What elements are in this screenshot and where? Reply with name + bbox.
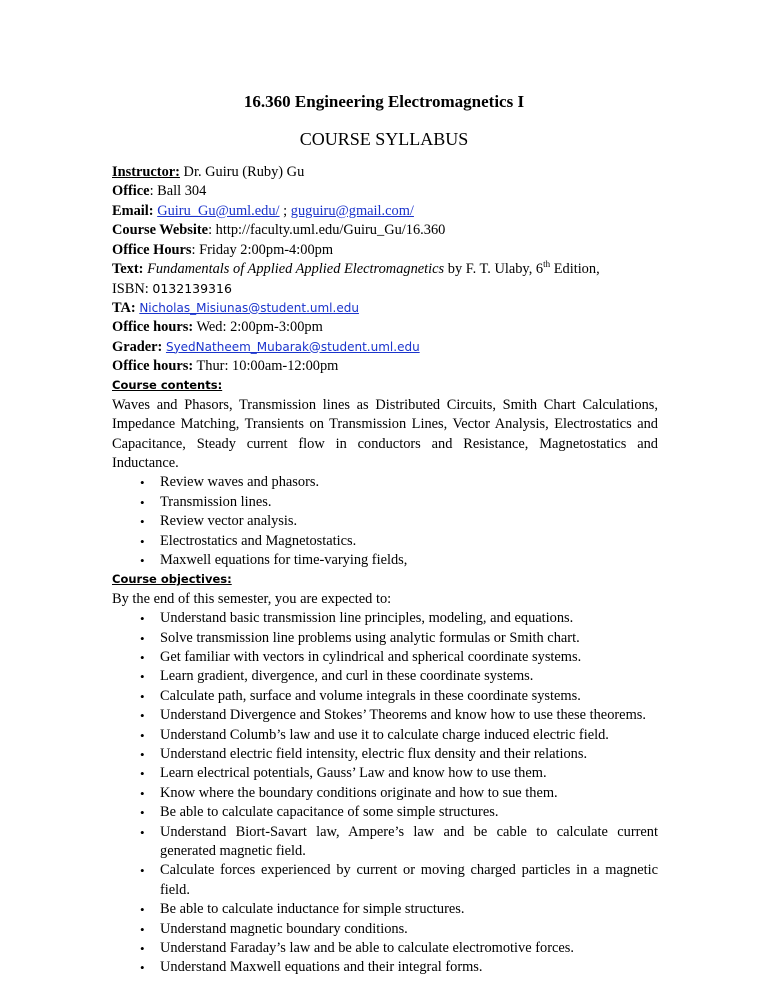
ta-hours-value: Wed: 2:00pm-3:00pm xyxy=(193,319,323,336)
list-item: • Be able to calculate inductance for simple structures. xyxy=(112,900,658,919)
list-item: • Review vector analysis. xyxy=(112,512,658,531)
list-item: • Maxwell equations for time-varying fields, xyxy=(112,551,658,570)
list-item: • Learn electrical potentials, Gauss’ Law and know how to use them. xyxy=(112,764,658,783)
syllabus-body xyxy=(112,163,658,978)
list-item: • Understand Biort-Savart law, Ampere’s law and be cable to calculate current generated magnetic field. xyxy=(112,823,658,862)
list-item: • Know where the boundary conditions originate and how to sue them. xyxy=(112,784,658,803)
grader-line xyxy=(112,338,658,357)
email-line xyxy=(112,202,658,221)
list-item: • Solve transmission line problems using analytic formulas or Smith chart. xyxy=(112,629,658,648)
grader-hours-line xyxy=(112,357,658,376)
list-item: • Electrostatics and Magnetostatics. xyxy=(112,532,658,551)
website-label: Course Website xyxy=(112,222,209,239)
list-item: • Understand Columb’s law and use it to calculate charge induced electric field. xyxy=(112,726,658,745)
list-item: • Understand basic transmission line principles, modeling, and equations. xyxy=(112,609,658,628)
list-item: • Calculate forces experienced by current or moving charged particles in a magnetic field. xyxy=(112,861,658,900)
course-objectives-list xyxy=(112,609,658,978)
isbn-value: 0132139316 xyxy=(152,281,232,297)
grader-hours-value: Thur: 10:00am-12:00pm xyxy=(193,357,339,374)
textbook-line xyxy=(112,260,658,279)
ta-label: TA: xyxy=(112,299,140,316)
ta-hours-label: Office hours: xyxy=(112,319,194,336)
list-item: • Review waves and phasors. xyxy=(112,473,658,492)
ta-line xyxy=(112,299,658,318)
office-line xyxy=(112,182,658,201)
course-contents-paragraph: Waves and Phasors, Transmission lines as Distributed Circuits, Smith Chart Calculations, Impedance Matching, Transients on Transmission Lines, Vector Analysis, Electrostatics and Capacitance, Steady current flow in conductors and Resistance, Magnetostatics and Inductance. xyxy=(112,396,658,471)
isbn-label: ISBN: xyxy=(112,281,153,298)
list-item: • Be able to calculate capacitance of some simple structures. xyxy=(112,803,658,822)
email-link-primary[interactable]: Guiru_Gu@uml.edu/ xyxy=(157,202,280,219)
grader-label: Grader: xyxy=(112,338,166,355)
office-value: : Ball 304 xyxy=(149,183,207,200)
course-contents-heading: Course contents: xyxy=(112,378,223,393)
grader-hours-label: Office hours: xyxy=(112,357,194,374)
list-item: • Understand electric field intensity, electric flux density and their relations. xyxy=(112,745,658,764)
email-link-secondary[interactable]: guguiru@gmail.com/ xyxy=(290,202,414,219)
document-title: 16.360 Engineering Electromagnetics I xyxy=(243,92,525,111)
list-item: • Get familiar with vectors in cylindrical and spherical coordinate systems. xyxy=(112,648,658,667)
textbook-edition-sup: th xyxy=(543,259,551,270)
instructor-value: Dr. Guiru (Ruby) Gu xyxy=(179,164,305,180)
grader-email-link[interactable]: SyedNatheem_Mubarak@student.uml.edu xyxy=(165,339,420,354)
office-hours-line xyxy=(112,241,658,260)
textbook-edition: Edition, xyxy=(550,260,600,277)
isbn-line xyxy=(112,279,658,298)
textbook-title: Fundamentals of Applied Applied Electromagnetics xyxy=(147,260,445,277)
email-separator: ; xyxy=(279,202,291,219)
office-hours-value: : Friday 2:00pm-4:00pm xyxy=(191,241,334,258)
document-subtitle: COURSE SYLLABUS xyxy=(299,129,469,149)
office-hours-label: Office Hours xyxy=(112,241,192,258)
list-item: • Learn gradient, divergence, and curl in these coordinate systems. xyxy=(112,667,658,686)
list-item: • Understand Faraday’s law and be able to calculate electromotive forces. xyxy=(112,939,658,958)
textbook-author: by F. T. Ulaby, 6 xyxy=(444,260,544,277)
ta-hours-line xyxy=(112,318,658,337)
instructor-label: Instructor: xyxy=(112,164,180,180)
course-objectives-intro: By the end of this semester, you are expected to: xyxy=(112,590,392,607)
list-item: • Transmission lines. xyxy=(112,493,658,512)
website-value: : http://faculty.uml.edu/Guiru_Gu/16.360 xyxy=(208,222,446,239)
website-line xyxy=(112,221,658,240)
textbook-label: Text: xyxy=(112,260,144,277)
course-objectives-heading: Course objectives: xyxy=(112,572,232,587)
list-item: • Understand Divergence and Stokes’ Theorems and know how to use these theorems. xyxy=(112,706,658,725)
course-contents-list xyxy=(112,473,658,570)
list-item: • Understand magnetic boundary conditions. xyxy=(112,920,658,939)
email-label: Email: xyxy=(112,202,154,219)
list-item: • Calculate path, surface and volume integrals in these coordinate systems. xyxy=(112,687,658,706)
office-label: Office xyxy=(112,183,150,200)
ta-email-link[interactable]: Nicholas_Misiunas@student.uml.edu xyxy=(139,300,359,315)
instructor-line xyxy=(112,163,658,182)
list-item: • Understand Maxwell equations and their integral forms. xyxy=(112,958,658,977)
